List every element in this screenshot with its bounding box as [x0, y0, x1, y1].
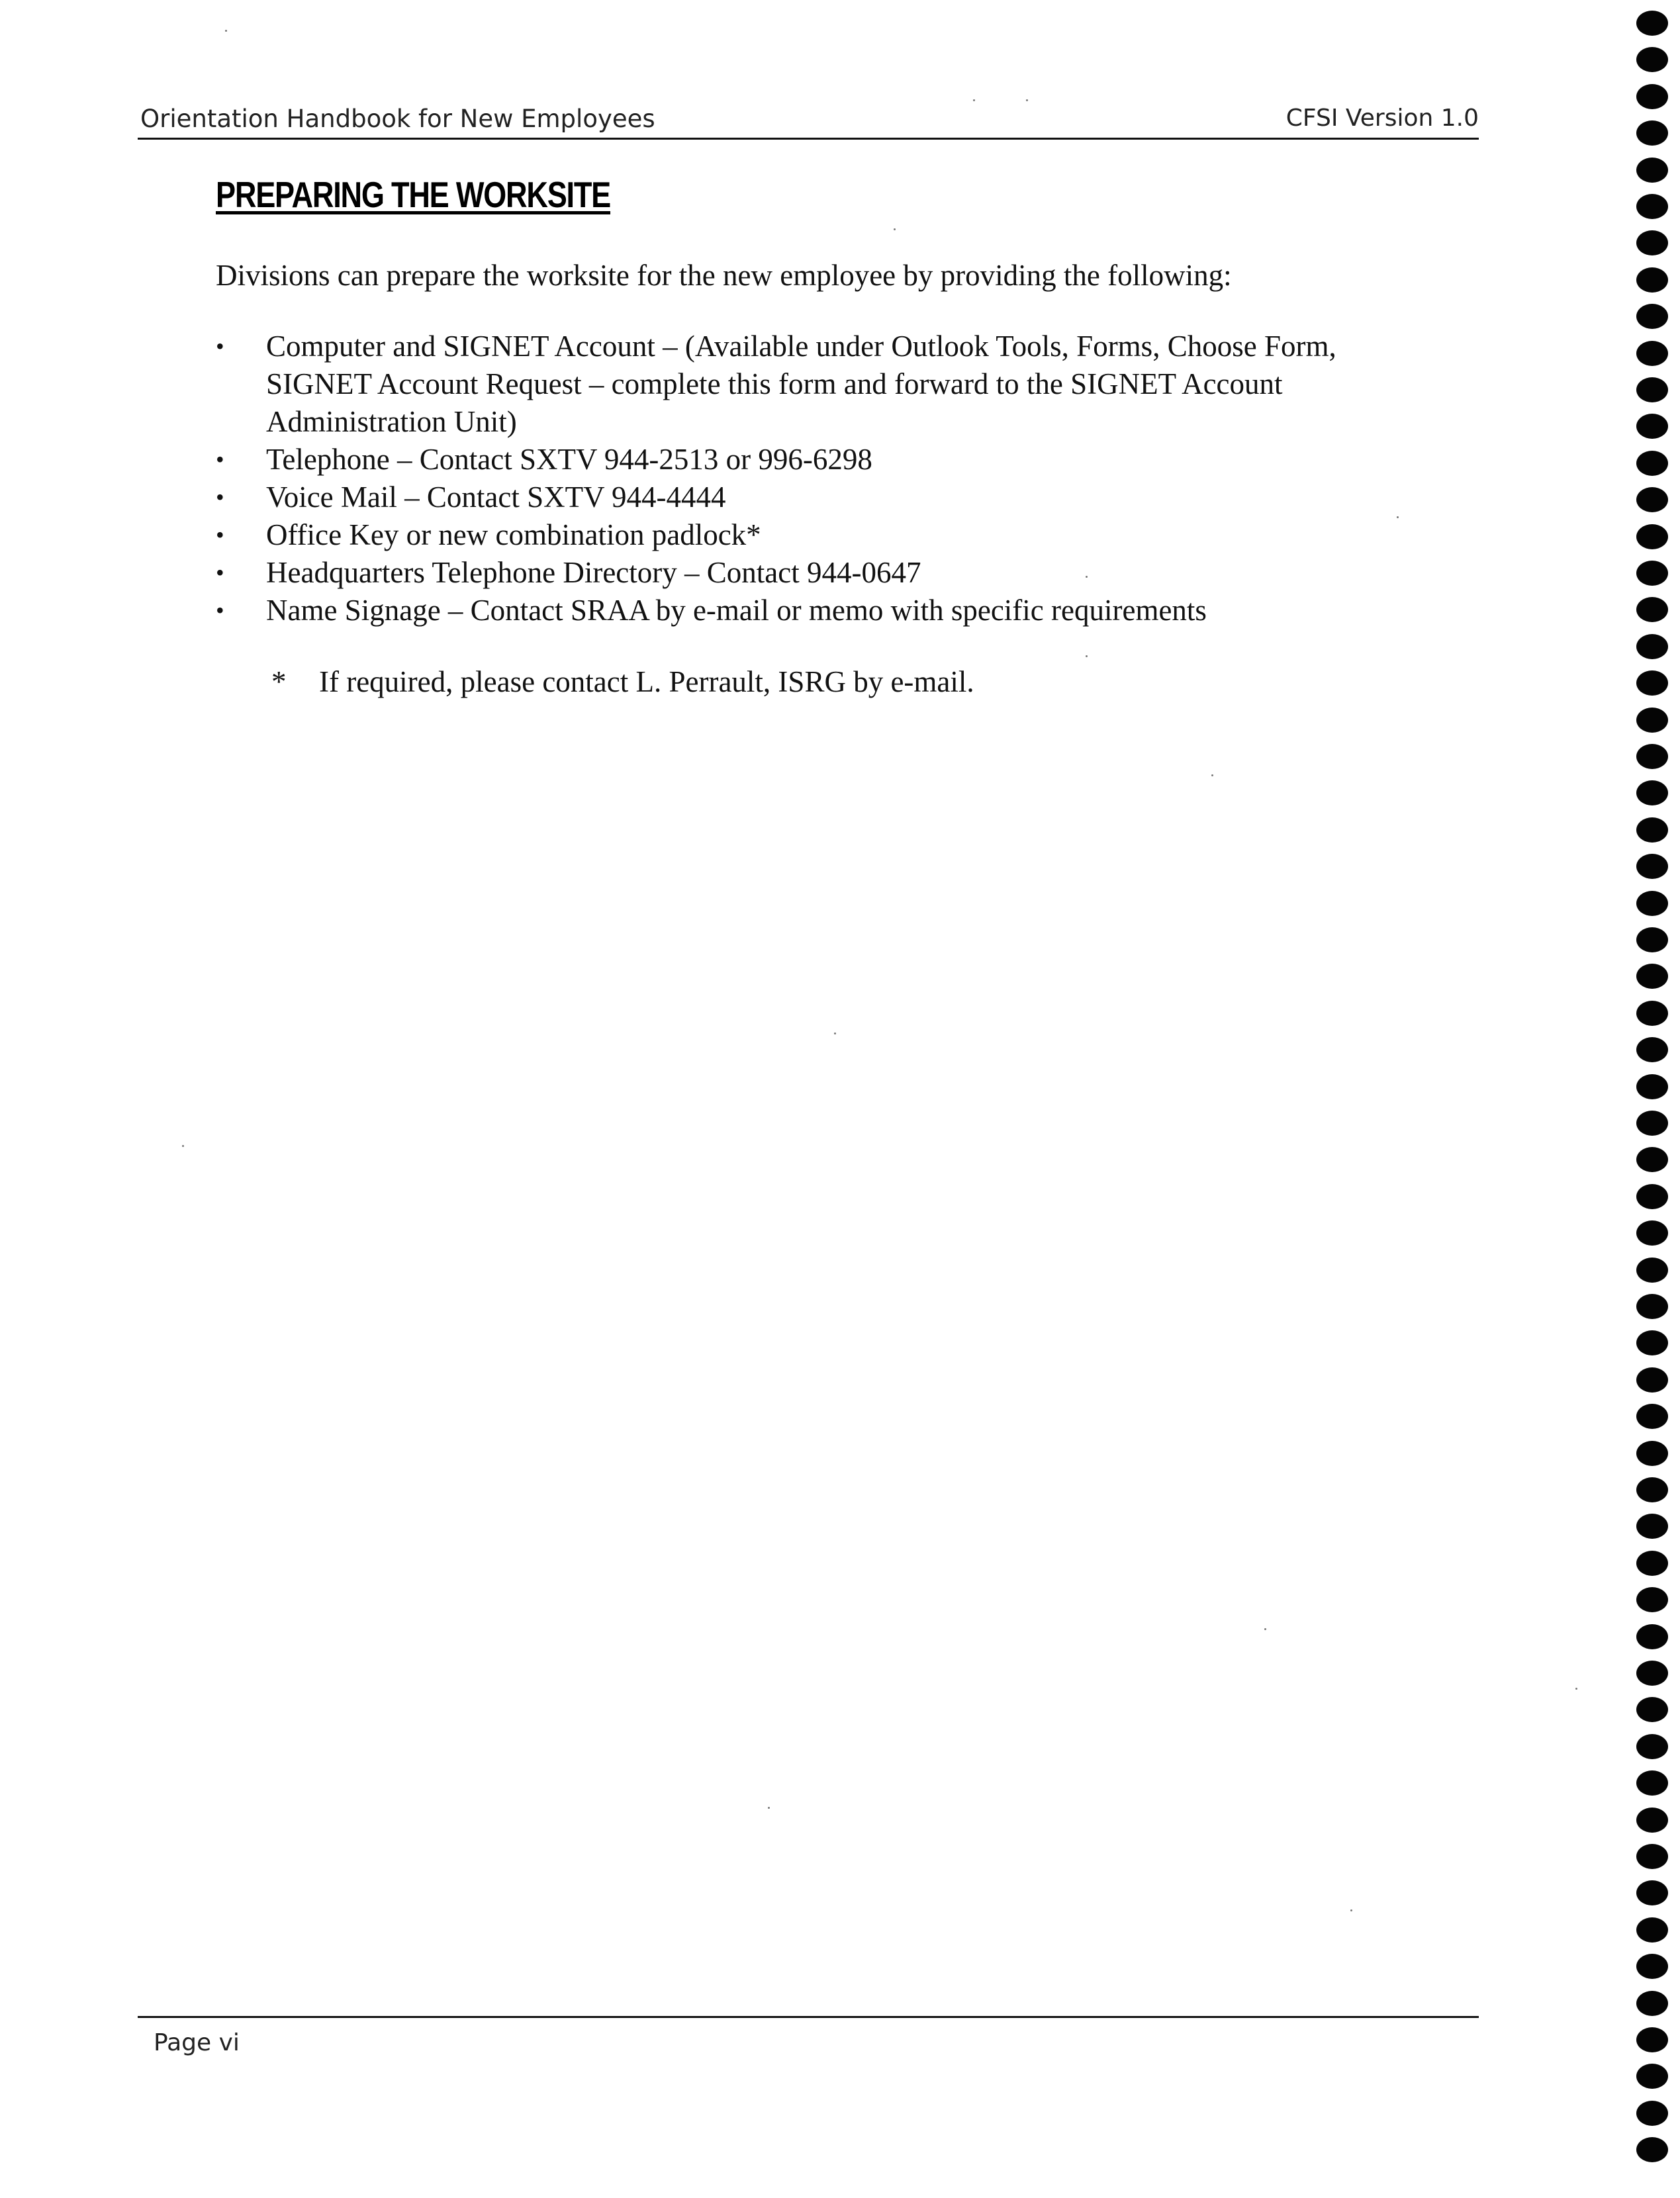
binding-hole-icon	[1636, 304, 1668, 329]
requirements-list	[216, 328, 1421, 629]
scan-speck	[768, 1807, 770, 1809]
binding-hole-icon	[1636, 120, 1668, 146]
binding-hole-icon	[1636, 2027, 1668, 2052]
list-item-text: Voice Mail – Contact SXTV 944-4444	[266, 481, 726, 514]
scan-speck	[1350, 1909, 1352, 1911]
footnote	[271, 663, 974, 701]
binding-hole-icon	[1636, 524, 1668, 549]
binding-hole-icon	[1636, 1551, 1668, 1576]
list-item	[216, 516, 1421, 554]
asterisk-marker: *	[271, 665, 287, 698]
intro-paragraph: Divisions can prepare the worksite for the new employee by providing the following:	[216, 259, 1232, 292]
binding-hole-icon	[1636, 2101, 1668, 2126]
binding-hole-icon	[1636, 1514, 1668, 1539]
scan-speck	[182, 1145, 184, 1147]
binding-hole-icon	[1636, 1587, 1668, 1612]
footnote-text: If required, please contact L. Perrault, ISRG by e-mail.	[319, 665, 974, 698]
binding-hole-icon	[1636, 1184, 1668, 1209]
binding-hole-icon	[1636, 2137, 1668, 2162]
binding-hole-icon	[1636, 1624, 1668, 1649]
scan-speck	[1211, 774, 1213, 776]
binding-hole-icon	[1636, 11, 1668, 36]
binding-hole-icon	[1636, 670, 1668, 696]
list-item-text: Name Signage – Contact SRAA by e-mail or memo with specific requirements	[266, 594, 1207, 627]
binding-hole-icon	[1636, 1991, 1668, 2016]
binding-hole-icon	[1636, 634, 1668, 659]
list-item-text: Telephone – Contact SXTV 944-2513 or 996-6298	[266, 443, 872, 476]
binding-hole-icon	[1636, 1697, 1668, 1722]
list-item-text: Office Key or new combination padlock*	[266, 518, 761, 551]
bullet-icon: •	[216, 333, 224, 359]
binding-hole-icon	[1636, 194, 1668, 219]
binding-hole-icon	[1636, 341, 1668, 366]
scan-speck	[1026, 99, 1028, 101]
header-rule	[138, 138, 1479, 140]
binding-hole-icon	[1636, 854, 1668, 879]
binding-hole-icon	[1636, 47, 1668, 72]
scan-speck	[225, 30, 227, 32]
binding-hole-icon	[1636, 1770, 1668, 1796]
running-header-title: Orientation Handbook for New Employees	[140, 105, 655, 133]
binding-hole-icon	[1636, 84, 1668, 109]
binding-hole-icon	[1636, 964, 1668, 989]
page-number: Page vi	[154, 2029, 240, 2056]
binding-hole-icon	[1636, 158, 1668, 183]
binding-hole-icon	[1636, 1404, 1668, 1429]
binding-hole-icon	[1636, 597, 1668, 622]
list-item	[216, 328, 1421, 441]
binding-hole-icon	[1636, 817, 1668, 843]
bullet-icon: •	[216, 559, 224, 586]
scan-speck	[834, 1032, 836, 1034]
binding-hole-icon	[1636, 1001, 1668, 1026]
binding-hole-icon	[1636, 1844, 1668, 1869]
scan-speck	[1086, 655, 1088, 657]
list-item-text: Headquarters Telephone Directory – Contact 944-0647	[266, 556, 921, 589]
binding-hole-icon	[1636, 1147, 1668, 1172]
binding-hole-icon	[1636, 2064, 1668, 2089]
binding-hole-icon	[1636, 1367, 1668, 1393]
scan-speck	[1264, 1628, 1266, 1630]
binding-hole-icon	[1636, 267, 1668, 293]
bullet-icon: •	[216, 522, 224, 548]
scan-speck	[1575, 1688, 1577, 1690]
binding-hole-icon	[1636, 451, 1668, 476]
binding-hole-icon	[1636, 1808, 1668, 1833]
binding-hole-icon	[1636, 927, 1668, 952]
list-item-text: Computer and SIGNET Account – (Available under Outlook Tools, Forms, Choose Form, SIGNET Account Request – complete this form and forward to the SIGNET Account Administration Unit)	[266, 330, 1336, 438]
binding-hole-icon	[1636, 230, 1668, 255]
footer-rule	[138, 2016, 1479, 2018]
binding-hole-icon	[1636, 1661, 1668, 1686]
bullet-icon: •	[216, 484, 224, 510]
list-item	[216, 554, 1421, 592]
binding-hole-icon	[1636, 1294, 1668, 1319]
list-item	[216, 441, 1421, 479]
binding-hole-icon	[1636, 1734, 1668, 1759]
scan-speck	[894, 228, 896, 230]
binding-hole-icon	[1636, 1074, 1668, 1099]
binding-hole-icon	[1636, 414, 1668, 439]
binding-hole-icon	[1636, 708, 1668, 733]
binding-hole-icon	[1636, 1954, 1668, 1979]
binding-hole-icon	[1636, 891, 1668, 916]
binding-hole-icon	[1636, 1441, 1668, 1466]
scan-speck	[973, 99, 975, 101]
scan-speck	[1086, 576, 1088, 578]
binding-hole-icon	[1636, 1258, 1668, 1283]
binding-hole-icon	[1636, 1880, 1668, 1905]
binding-hole-icon	[1636, 1037, 1668, 1062]
binding-hole-icon	[1636, 780, 1668, 805]
list-item	[216, 479, 1421, 516]
binding-hole-icon	[1636, 1330, 1668, 1355]
binding-hole-icon	[1636, 561, 1668, 586]
running-header-version: CFSI Version 1.0	[1285, 105, 1479, 132]
bullet-icon: •	[216, 597, 224, 623]
list-item	[216, 592, 1421, 629]
binding-hole-icon	[1636, 1917, 1668, 1943]
binding-hole-icon	[1636, 377, 1668, 402]
binding-hole-icon	[1636, 1220, 1668, 1246]
binding-hole-icon	[1636, 487, 1668, 512]
binding-hole-icon	[1636, 1111, 1668, 1136]
bullet-icon: •	[216, 446, 224, 473]
scan-speck	[1397, 516, 1399, 518]
spiral-binding	[1634, 0, 1673, 2198]
binding-hole-icon	[1636, 744, 1668, 769]
binding-hole-icon	[1636, 1477, 1668, 1502]
section-title: PREPARING THE WORKSITE	[216, 174, 611, 215]
